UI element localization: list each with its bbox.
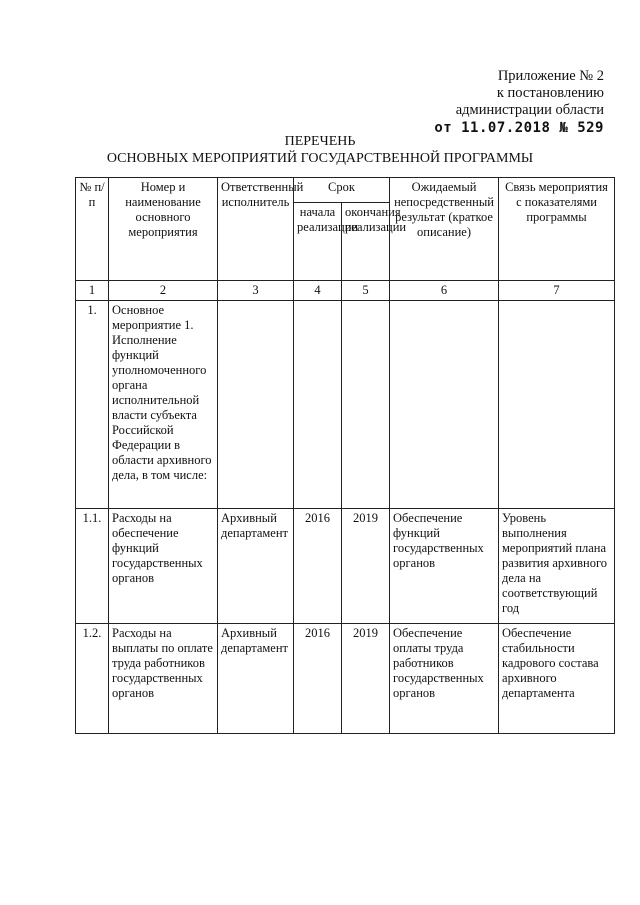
measures-table [75,177,615,734]
row-responsible: Архивный департамент [218,509,294,624]
header-link: Связь мероприятия с показателями программы [499,178,615,281]
title-line-1: ПЕРЕЧЕНЬ [284,134,356,149]
row-start [294,301,342,509]
appendix-line-1: Приложение № 2 [497,68,604,84]
header-name: Номер и наименование основного мероприятия [109,178,218,281]
col-number: 6 [390,281,499,301]
table-row [76,624,615,734]
col-number: 2 [109,281,218,301]
row-responsible: Архивный департамент [218,624,294,734]
header-start: начала реализации [294,203,342,281]
header-num: № п/п [76,178,109,281]
row-end [342,301,390,509]
row-responsible [218,301,294,509]
row-start: 2016 [294,624,342,734]
row-name: Расходы на выплаты по оплате труда работников государственных органов [109,624,218,734]
col-number: 4 [294,281,342,301]
header-end: окончания реализации [342,203,390,281]
row-name: Расходы на обеспечение функций государственных органов [109,509,218,624]
row-name: Основное мероприятие 1. Исполнение функций уполномоченного органа исполнительной власти субъекта Российской Федерации в области архивного дела, в том числе: [109,301,218,509]
header-term: Срок [294,178,390,203]
order-reference: от 11.07.2018 № 529 [434,120,604,136]
appendix-line-3: администрации области [455,102,604,118]
column-number-row [76,281,615,301]
row-end: 2019 [342,509,390,624]
table-row [76,509,615,624]
row-start: 2016 [294,509,342,624]
row-result: Обеспечение оплаты труда работников государственных органов [390,624,499,734]
row-result: Обеспечение функций государственных органов [390,509,499,624]
header-result: Ожидаемый непосредственный результат (краткое описание) [390,178,499,281]
row-num: 1. [76,301,109,509]
row-num: 1.2. [76,624,109,734]
header-row [76,178,615,203]
col-number: 7 [499,281,615,301]
col-number: 3 [218,281,294,301]
appendix-block [434,68,604,137]
row-end: 2019 [342,624,390,734]
row-link: Обеспечение стабильности кадрового состава архивного департамента [499,624,615,734]
appendix-line-2: к постановлению [496,85,604,101]
title-line-2: ОСНОВНЫХ МЕРОПРИЯТИЙ ГОСУДАРСТВЕННОЙ ПРОГРАММЫ [106,151,534,166]
header-responsible: Ответственный исполнитель [218,178,294,281]
row-link [499,301,615,509]
document-title [0,133,640,167]
col-number: 5 [342,281,390,301]
col-number: 1 [76,281,109,301]
row-num: 1.1. [76,509,109,624]
table-row [76,301,615,509]
row-link: Уровень выполнения мероприятий плана развития архивного дела на соответствующий год [499,509,615,624]
row-result [390,301,499,509]
